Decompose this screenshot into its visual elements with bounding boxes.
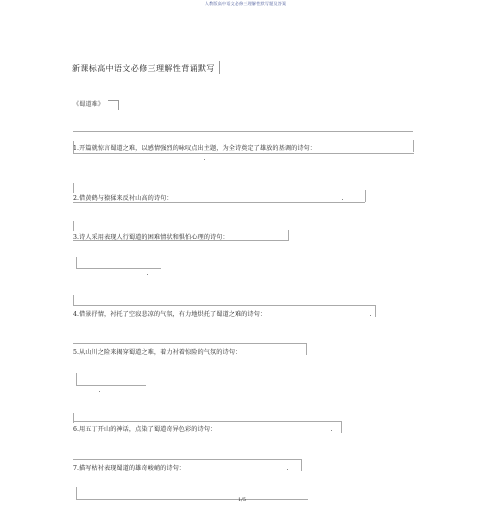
answer-line (413, 140, 414, 152)
title-divider (219, 61, 220, 74)
answer-line (301, 459, 302, 471)
answer-line (73, 305, 375, 306)
dot-mark (204, 159, 205, 160)
answer-line (76, 499, 308, 500)
answer-line (73, 421, 341, 422)
question-5: 5.从山川之险来揭穿蜀道之难，着力衬着惊险的气氛的诗句： (73, 349, 242, 356)
answer-line (76, 257, 77, 268)
question-6: 6.用五丁开山的神话，点染了蜀道奇异色彩的诗句： (73, 426, 217, 433)
document-title: 新课标高中语文必修三理解性背诵默写 (72, 64, 215, 73)
answer-line (73, 459, 301, 460)
answer-line (73, 221, 74, 231)
question-1: 1.开篇就惊言蜀道之难，以感情强烈的咏叹点出主题，为全诗奠定了雄放的基调的诗句： (73, 145, 317, 152)
answer-line (76, 385, 146, 386)
question-2: 2.借黄鹤与猿猱来反衬山高的诗句： (73, 195, 173, 202)
page-number: 1/5 (238, 497, 247, 503)
answer-line (73, 202, 365, 203)
answer-line (76, 487, 77, 499)
answer-line (288, 230, 289, 241)
dot-mark (99, 391, 100, 392)
subtitle-bracket (108, 100, 119, 110)
answer-line (76, 373, 77, 385)
answer-line (73, 295, 74, 305)
page-header: 人教版高中语文必修三理解性默写题及答案 (204, 1, 287, 6)
dot-mark (370, 315, 371, 316)
answer-line (73, 183, 74, 193)
dot-mark (287, 469, 288, 470)
question-4: 4.借景抒情，衬托了空寂悲凉的气氛，有力地烘托了蜀道之难的诗句： (73, 311, 267, 318)
answer-line (306, 343, 307, 355)
answer-line (73, 343, 306, 344)
dot-mark (342, 199, 343, 200)
answer-line (76, 268, 161, 269)
answer-line (73, 153, 414, 154)
question-3: 3.诗人采用表现人行蜀道的困难情状和惧怕心理的诗句： (73, 234, 229, 241)
dot-mark (147, 274, 148, 275)
answer-line (365, 190, 366, 202)
answer-line (73, 131, 413, 132)
question-7: 7.描写枯衬表现蜀道的雄奇峻峭的诗句： (73, 465, 186, 472)
section-subtitle: 《蜀道难》 (73, 101, 104, 108)
dot-mark (331, 430, 332, 431)
answer-line (375, 305, 376, 317)
answer-line (341, 421, 342, 433)
